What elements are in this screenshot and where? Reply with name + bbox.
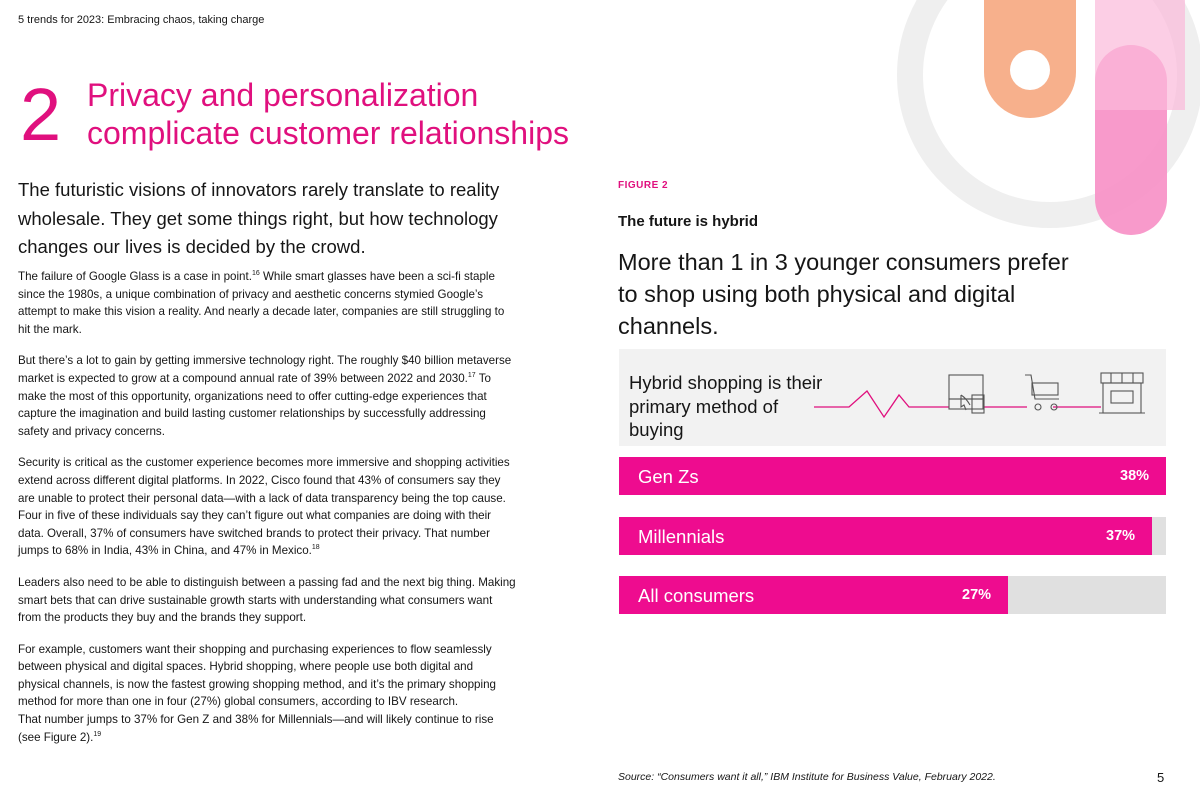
running-header: 5 trends for 2023: Embracing chaos, taking charge <box>18 14 265 26</box>
figure-source: Source: “Consumers want it all,” IBM Institute for Business Value, February 2022. <box>618 771 996 783</box>
panel-caption: Hybrid shopping is their primary method of buying <box>629 372 823 440</box>
bar-value-label: 38% <box>1120 468 1150 484</box>
paragraph: Leaders also need to be able to distinguish between a passing fad and the next big thing. Making smart bets that can drive sustainable growth starts with understanding what consumers want from the products they buy and the brands they support. <box>18 575 516 625</box>
footnote-ref: 18 <box>311 544 320 552</box>
footnote-ref: 16 <box>251 270 260 278</box>
section-title <box>87 76 587 152</box>
figure-subtitle: More than 1 in 3 younger consumers prefer to shop using both physical and digital channels. <box>618 249 1069 339</box>
online-shopping-icon <box>949 375 984 413</box>
footnote-ref: 19 <box>93 730 102 738</box>
section-number: 2 <box>20 73 62 156</box>
bar-value-label: 37% <box>1106 528 1136 544</box>
bar-category-label: All consumers <box>638 585 755 606</box>
paragraph: But there’s a lot to gain by getting immersive technology right. The roughly $40 billion metaverse market is expected to grow at a compound annual rate of 39% between 2022 and 2030.17 To make the most of this opportunity, organizations need to offer cutting-edge experiences that capture the imagination and build lasting customer relationships by successfully addressing safety and privacy concerns. <box>18 354 512 438</box>
lead-paragraph: The futuristic visions of innovators rarely translate to reality wholesale. They get some things right, but how technology changes our lives is decided by the crowd. <box>18 179 500 257</box>
hybrid-icons-illustration <box>809 365 1159 425</box>
bar-value-label: 27% <box>962 587 992 603</box>
paragraph: For example, customers want their shopping and purchasing experiences to flow seamlessly between physical and digital spaces. Hybrid shopping, where people use both digital and physical channels, is now the fastest growing shopping method, and it’s the primary shopping method for more than one in four (27%) global consumers, according to IBV research. That number jumps to 37% for Gen Z and 38% for Millennials—and will likely continue to rise (see Figure 2).$^{19}$ <box>18 642 496 744</box>
chart-header-panel <box>619 349 1166 446</box>
page-number: 5 <box>1157 770 1165 785</box>
bar-row-gen-z <box>619 457 1166 495</box>
bar <box>619 457 1166 495</box>
shopping-cart-icon <box>1025 375 1059 410</box>
section-title-line1: Privacy and personalization <box>87 77 479 113</box>
bar-category-label: Millennials <box>638 526 725 547</box>
body-text <box>18 268 518 760</box>
storefront-icon <box>1099 373 1145 413</box>
section-title-line2: complicate customer relationships <box>87 115 569 151</box>
bar-chart <box>619 349 1166 614</box>
paragraph: Security is critical as the customer experience becomes more immersive and shopping activities extend across different digital platforms. In 2022, Cisco found that 43% of consumers say they are unable to protect their personal data—with a lack of data transparency being the top cause. Four in five of these individuals say they can’t figure out what companies are doing with their data. Overall, 37% of consumers have switched brands to protect their privacy. That number jumps to 68% in India, 43% in China, and 47% in Mexico.$^{18}$ <box>18 456 510 558</box>
paragraph: The failure of Google Glass is a case in point.$^{16}$ While smart glasses have been a sci-fi staple since the 1980s, a unique combination of privacy and aesthetic concerns stymied Google’s attempt to make this vision a reality. And nearly a decade later, companies are still struggling to hit the mark. <box>18 270 505 336</box>
bar-row-millennials <box>619 517 1166 555</box>
footnote-ref: 17 <box>467 372 476 380</box>
bar-row-all-consumers <box>619 576 1166 614</box>
figure-label: FIGURE 2 <box>618 180 669 191</box>
bar-category-label: Gen Zs <box>638 466 699 487</box>
decorative-graphic <box>880 0 1200 260</box>
figure-title: The future is hybrid <box>618 213 759 230</box>
